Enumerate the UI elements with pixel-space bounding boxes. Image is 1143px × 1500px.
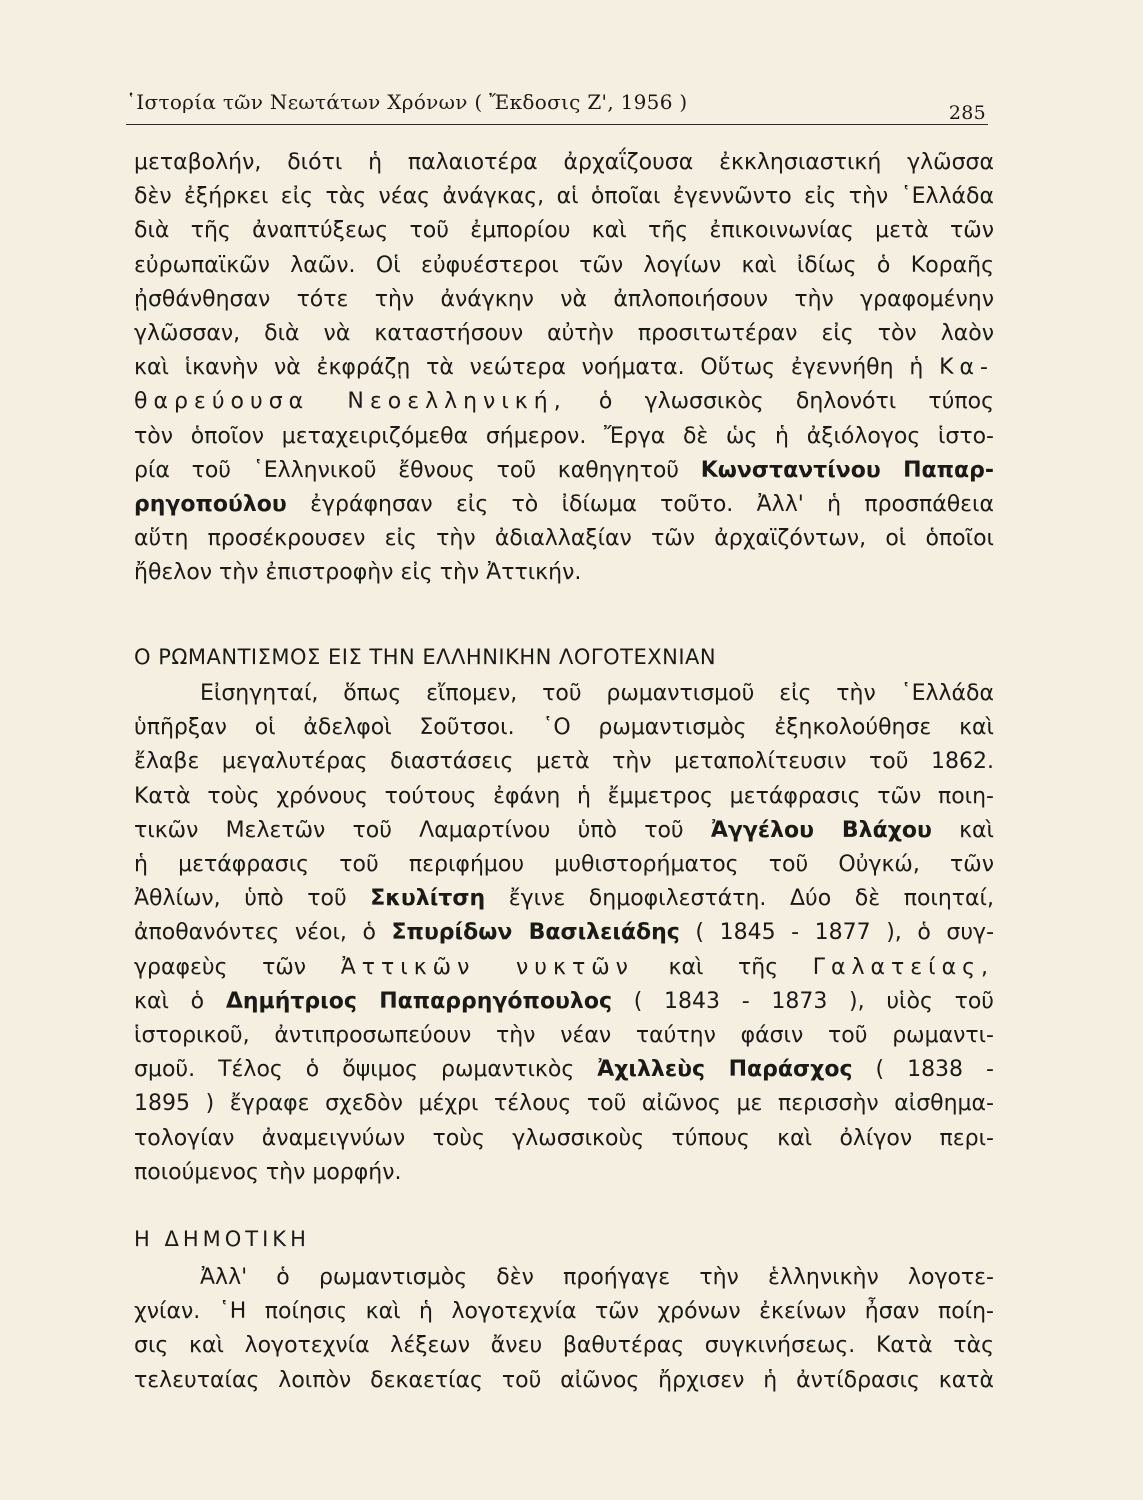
header-rule bbox=[126, 124, 988, 125]
text-run: ( 1838 - bbox=[875, 1057, 994, 1083]
text-line bbox=[134, 951, 994, 985]
page-number: 285 bbox=[948, 102, 986, 124]
bold-name: Σκυλίτση bbox=[370, 886, 486, 912]
section-heading-romanticism: Ο ΡΩΜΑΝΤΙΣΜΟΣ ΕΙΣ ΤΗΝ ΕΛΛΗΝΙΚΗΝ ΛΟΓΟΤΕΧΝΙΑΝ bbox=[134, 645, 717, 669]
text-run: καὶ ἱκανὴν νὰ ἐκφράζῃ τὰ νεώτερα νοήματα. Οὕτως ἐγεννήθη ἡ bbox=[134, 355, 924, 381]
text-run: ἔγινε δημοφιλεστάτη. Δύο δὲ ποιηταί, bbox=[508, 886, 994, 912]
text-line bbox=[134, 814, 994, 848]
paragraph-2 bbox=[134, 677, 994, 1190]
text-line: ᾐσθάνθησαν τότε τὴν ἀνάγκην νὰ ἀπλοποιήσουν τὴν γραφομένην bbox=[134, 286, 994, 312]
text-run: ὁ γλωσσικὸς δηλονότι τύπος bbox=[598, 389, 994, 415]
text-line: ἱστορικοῦ, ἀντιπροσωπεύουν τὴν νέαν ταύτην φάσιν τοῦ ρωμαντι- bbox=[134, 1023, 994, 1049]
spaced-term: Ἀττικῶν νυκτῶν bbox=[340, 954, 634, 980]
bold-name: Κωνσταντίνου Παπαρ- bbox=[700, 457, 995, 483]
section-heading-demotic: Η ΔΗΜΟΤΙΚΗ bbox=[134, 1227, 310, 1251]
text-line bbox=[134, 351, 994, 385]
bold-name: Δημήτριος Παπαρρηγόπουλος bbox=[225, 988, 612, 1014]
text-line: τὸν ὁποῖον μεταχειριζόμεθα σήμερον. Ἔργα δὲ ὡς ἡ ἀξιόλογος ἱστο- bbox=[134, 423, 994, 449]
bold-name: Ἀγγέλου Βλάχου bbox=[710, 817, 932, 843]
spaced-term: θαρεύουσα Νεοελληνική, bbox=[134, 389, 567, 415]
text-line: ἤθελον τὴν ἐπιστροφὴν εἰς τὴν Ἀττικήν. bbox=[134, 560, 582, 586]
text-line bbox=[134, 985, 994, 1019]
text-line: Ἀλλ' ὁ ρωμαντισμὸς δὲν προήγαγε τὴν ἑλληνικὴν λογοτε- bbox=[200, 1265, 994, 1290]
text-line bbox=[134, 454, 994, 488]
text-run: Ἀθλίων, ὑπὸ τοῦ bbox=[134, 886, 347, 912]
text-run: τικῶν Μελετῶν τοῦ Λαμαρτίνου ὑπὸ τοῦ bbox=[134, 817, 684, 843]
text-line: εὐρωπαϊκῶν λαῶν. Οἱ εὐφυέστεροι τῶν λογίων καὶ ἰδίως ὁ Κοραῆς bbox=[134, 252, 994, 278]
text-run: σμοῦ. Τέλος ὁ ὄψιμος ρωμαντικὸς bbox=[134, 1057, 575, 1083]
text-line: Εἰσηγηταί, ὅπως εἴπομεν, τοῦ ρωμαντισμοῦ εἰς τὴν ῾Ελλάδα bbox=[200, 681, 994, 706]
text-line: ἔλαβε μεγαλυτέρας διαστάσεις μετὰ τὴν μεταπολίτευσιν τοῦ 1862. bbox=[134, 749, 994, 775]
bold-name: Σπυρίδων Βασιλειάδης bbox=[391, 920, 680, 946]
text-run: καὶ bbox=[959, 817, 994, 843]
text-line: ἡ μετάφρασις τοῦ περιφήμου μυθιστορήματος τοῦ Οὐγκώ, τῶν bbox=[134, 852, 994, 878]
text-line: μεταβολήν, διότι ἡ παλαιοτέρα ἀρχαΐζουσα ἐκκλησιαστική γλῶσσα bbox=[134, 150, 994, 175]
spaced-term: Κα- bbox=[939, 355, 994, 381]
running-header bbox=[126, 90, 988, 124]
bold-name: Ἀχιλλεὺς Παράσχος bbox=[597, 1057, 853, 1083]
text-line: σις καὶ λογοτεχνία λέξεων ἄνευ βαθυτέρας συγκινήσεως. Κατὰ τὰς bbox=[134, 1333, 994, 1359]
text-line: τελευταίας λοιπὸν δεκαετίας τοῦ αἰῶνος ἤρχισεν ἡ ἀντίδρασις κατὰ bbox=[134, 1367, 994, 1393]
text-run: καὶ ὁ bbox=[134, 988, 205, 1014]
text-line bbox=[134, 1053, 994, 1087]
text-run: γραφεὺς τῶν bbox=[134, 954, 307, 980]
text-run: καὶ τῆς bbox=[668, 954, 779, 980]
text-line: ὑπῆρξαν οἱ ἀδελφοὶ Σοῦτσοι. ῾Ο ρωμαντισμὸς ἐξηκολούθησε καὶ bbox=[134, 715, 994, 741]
text-line: τολογίαν ἀναμειγνύων τοὺς γλωσσικοὺς τύπους καὶ ὀλίγον περι- bbox=[134, 1125, 994, 1151]
text-line bbox=[134, 916, 994, 950]
text-line: χνίαν. ῾Η ποίησις καὶ ἡ λογοτεχνία τῶν χρόνων ἐκείνων ἦσαν ποίη- bbox=[134, 1299, 994, 1325]
text-line: αὕτη προσέκρουσεν εἰς τὴν ἀδιαλλαξίαν τῶν ἀρχαϊζόντων, οἱ ὁποῖοι bbox=[134, 526, 994, 552]
text-run: ( 1843 - 1873 ), υἱὸς τοῦ bbox=[633, 988, 995, 1014]
text-line: δὲν ἐξήρκει εἰς τὰς νέας ἀνάγκας, αἱ ὁποῖαι ἐγεννῶντο εἰς τὴν ῾Ελλάδα bbox=[134, 184, 994, 210]
text-run: ἐγράφησαν εἰς τὸ ἰδίωμα τοῦτο. Ἀλλ' ἡ προσπάθεια bbox=[310, 492, 994, 518]
text-run: ρία τοῦ ῾Ελληνικοῦ ἔθνους τοῦ καθηγητοῦ bbox=[134, 457, 680, 483]
paragraph-3 bbox=[134, 1261, 994, 1398]
bold-name: ρηγοπούλου bbox=[134, 492, 287, 518]
text-line: Κατὰ τοὺς χρόνους τούτους ἐφάνη ἡ ἔμμετρος μετάφρασις τῶν ποιη- bbox=[134, 783, 994, 809]
text-line: γλῶσσαν, διὰ νὰ καταστήσουν αὐτὴν προσιτωτέραν εἰς τὸν λαὸν bbox=[134, 321, 994, 347]
text-line: 1895 ) ἔγραφε σχεδὸν μέχρι τέλους τοῦ αἰῶνος με περισσὴν αἰσθημα- bbox=[134, 1091, 994, 1117]
text-line: ποιούμενος τὴν μορφήν. bbox=[134, 1159, 402, 1185]
paragraph-1 bbox=[134, 146, 994, 591]
text-run: ( 1845 - 1877 ), ὁ συγ- bbox=[695, 920, 995, 946]
text-line bbox=[134, 385, 994, 419]
text-line bbox=[134, 488, 994, 522]
spaced-term: Γαλατείας, bbox=[812, 954, 995, 980]
text-line bbox=[134, 882, 994, 916]
text-run: ἀποθανόντες νέοι, ὁ bbox=[134, 920, 376, 946]
running-title: ῾Ιστορία τῶν Νεωτάτων Χρόνων ( Ἔκδοσις Ζ', 1956 ) bbox=[126, 90, 688, 114]
text-line: διὰ τῆς ἀναπτύξεως τοῦ ἐμπορίου καὶ τῆς ἐπικοινωνίας μετὰ τῶν bbox=[134, 218, 994, 244]
